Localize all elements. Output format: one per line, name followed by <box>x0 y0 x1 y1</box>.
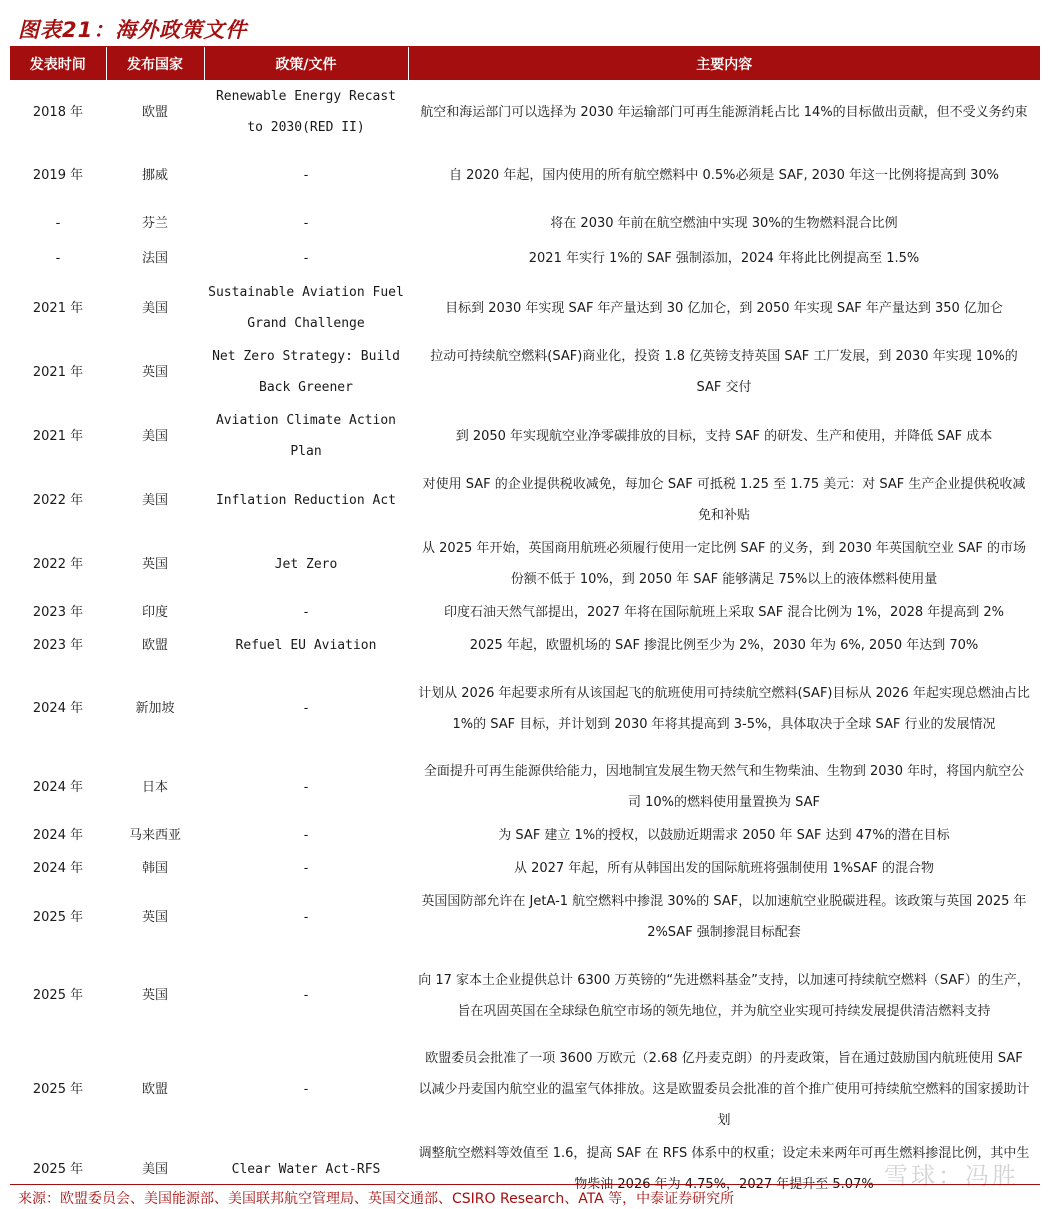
cell-country: 韩国 <box>141 861 168 876</box>
table-body <box>10 80 1040 1201</box>
header-country: 发布国家 <box>106 47 204 80</box>
cell-policy: Renewable Energy Recast to 2030(RED II) <box>215 89 396 135</box>
table-row <box>10 206 1040 241</box>
cell-policy: Refuel EU Aviation <box>235 638 377 653</box>
cell-country: 马来西亚 <box>128 828 181 843</box>
table-row <box>10 596 1040 629</box>
cell-policy: Aviation Climate Action Plan <box>215 413 396 459</box>
cell-time: 2024 年 <box>32 701 84 716</box>
cell-policy: Sustainable Aviation Fuel Grand Challenge <box>208 285 404 331</box>
cell-country: 欧盟 <box>141 104 168 120</box>
cell-time: 2021 年 <box>32 364 84 380</box>
table-row <box>10 819 1040 852</box>
cell-country: 英国 <box>141 988 168 1003</box>
footer-divider <box>10 1184 1040 1185</box>
table-row <box>10 629 1040 662</box>
cell-content: 自 2020 年起，国内使用的所有航空燃料中 0.5%必须是 SAF, 2030 年这一比例将提高到 30% <box>448 167 999 183</box>
cell-content: 从 2025 年开始，英国商用航班必须履行使用一定比例 SAF 的义务，到 2030 年英国航空业 SAF 的市场份额不低于 10%，到 2050 年 SAF 能够满足 75%以上的液体燃料使用量 <box>422 541 1026 587</box>
cell-policy: Inflation Reduction Act <box>215 492 396 508</box>
cell-time: 2021 年 <box>32 300 84 316</box>
table-row <box>10 532 1040 596</box>
cell-content: 从 2027 年起，所有从韩国出发的国际航班将强制使用 1%SAF 的混合物 <box>513 861 935 876</box>
cell-country: 印度 <box>141 605 168 620</box>
cell-time: 2023 年 <box>32 605 84 620</box>
table-row <box>10 276 1040 340</box>
cell-country: 美国 <box>141 428 168 444</box>
cell-time: 2024 年 <box>32 779 84 795</box>
cell-content: 欧盟委员会批准了一项 3600 万欧元（2.68 亿丹麦克朗）的丹麦政策，旨在通过鼓励国内航班使用 SAF 以减少丹麦国内航空业的温室气体排放。这是欧盟委员会批准的首个推广使用可持续航空燃料的国家援助计划 <box>418 1051 1030 1128</box>
cell-content: 调整航空燃料等效值至 1.6，提高 SAF 在 RFS 体系中的权重；设定未来两年可再生燃料掺混比例，其中生物柴油 2026 年为 4.75%，2027 年提升至 5.07% <box>418 1146 1030 1192</box>
cell-country: 美国 <box>141 1161 168 1177</box>
cell-content: 到 2050 年实现航空业净零碳排放的目标，支持 SAF 的研发、生产和使用，并降低 SAF 成本 <box>455 428 993 444</box>
table-row <box>10 241 1040 276</box>
cell-content: 向 17 家本土企业提供总计 6300 万英镑的“先进燃料基金”支持，以加速可持续航空燃料（SAF）的生产，旨在巩固英国在全球绿色航空市场的领先地位，并为航空业实现可持续发展提供清洁燃料支持 <box>418 972 1030 1019</box>
cell-country: 欧盟 <box>141 1082 168 1097</box>
cell-country: 美国 <box>141 492 168 508</box>
cell-country: 欧盟 <box>141 638 168 653</box>
table-row <box>10 1042 1040 1137</box>
cell-policy: - <box>302 605 310 620</box>
table-row <box>10 80 1040 144</box>
cell-content: 印度石油天然气部提出，2027 年将在国际航班上采取 SAF 混合比例为 1%，2028 年提高到 2% <box>443 605 1005 620</box>
cell-country: 法国 <box>141 251 168 266</box>
cell-country: 英国 <box>141 909 168 925</box>
cell-country: 新加坡 <box>135 701 175 716</box>
cell-time: 2022 年 <box>32 556 84 572</box>
cell-time: 2024 年 <box>32 861 84 876</box>
cell-content: 英国国防部允许在 JetA-1 航空燃料中掺混 30%的 SAF，以加速航空业脱碳进程。该政策与英国 2025 年 2%SAF 强制掺混目标配套 <box>421 894 1027 940</box>
page-title: 图表21：海外政策文件 <box>18 18 248 42</box>
cell-country: 英国 <box>141 556 168 572</box>
cell-content: 拉动可持续航空燃料(SAF)商业化，投资 1.8 亿英镑支持英国 SAF 工厂发展，到 2030 年实现 10%的 SAF 交付 <box>430 349 1018 395</box>
cell-country: 英国 <box>141 364 168 380</box>
table-row <box>10 885 1040 949</box>
cell-policy: - <box>302 988 310 1003</box>
cell-time: 2019 年 <box>32 167 84 183</box>
cell-content: 2021 年实行 1%的 SAF 强制添加，2024 年将此比例提高至 1.5% <box>528 251 920 266</box>
source-note: 来源：欧盟委员会、美国能源部、美国联邦航空管理局、英国交通部、CSIRO Research、ATA 等，中泰证券研究所 <box>18 1191 735 1207</box>
cell-time: 2018 年 <box>32 104 84 120</box>
cell-time: 2025 年 <box>32 988 84 1003</box>
cell-country: 日本 <box>141 779 168 795</box>
cell-content: 为 SAF 建立 1%的授权，以鼓励近期需求 2050 年 SAF 达到 47%的潜在目标 <box>498 828 950 843</box>
table-header-row <box>10 47 1040 80</box>
cell-policy: - <box>302 909 310 925</box>
cell-policy: - <box>302 1082 310 1097</box>
cell-country: 美国 <box>141 300 168 316</box>
cell-time: 2023 年 <box>32 638 84 653</box>
cell-policy: - <box>302 251 310 266</box>
header-time: 发表时间 <box>10 47 106 80</box>
cell-time: 2025 年 <box>32 1082 84 1097</box>
table-row <box>10 468 1040 532</box>
cell-content: 2025 年起，欧盟机场的 SAF 掺混比例至少为 2%，2030 年为 6%, 2050 年达到 70% <box>469 638 979 653</box>
table-row <box>10 662 1040 755</box>
cell-policy: - <box>302 216 310 231</box>
cell-content: 航空和海运部门可以选择为 2030 年运输部门可再生能源消耗占比 14%的目标做出贡献，但不受义务约束 <box>420 104 1028 120</box>
cell-content: 对使用 SAF 的企业提供税收减免，每加仑 SAF 可抵税 1.25 至 1.75 美元：对 SAF 生产企业提供税收减免和补贴 <box>422 477 1026 523</box>
cell-policy: - <box>302 828 310 843</box>
cell-time: 2021 年 <box>32 428 84 444</box>
cell-country: 芬兰 <box>141 216 168 231</box>
cell-content: 目标到 2030 年实现 SAF 年产量达到 30 亿加仑，到 2050 年实现 SAF 年产量达到 350 亿加仑 <box>445 300 1003 316</box>
cell-time: 2022 年 <box>32 492 84 508</box>
cell-content: 计划从 2026 年起要求所有从该国起飞的航班使用可持续航空燃料(SAF)目标从 2026 年起实现总燃油占比 1%的 SAF 目标，并计划到 2030 年将其提高到 3-5%，具体取决于全球 SAF 行业的发展情况 <box>418 685 1030 732</box>
watermark: 雪球：冯胜 <box>884 1162 1019 1190</box>
cell-content: 将在 2030 年前在航空燃油中实现 30%的生物燃料混合比例 <box>550 216 898 231</box>
table-row <box>10 404 1040 468</box>
table-row <box>10 340 1040 404</box>
cell-time: 2025 年 <box>32 909 84 925</box>
table-row <box>10 144 1040 206</box>
cell-time: - <box>55 216 61 231</box>
cell-time: 2025 年 <box>32 1161 84 1177</box>
cell-policy: - <box>302 861 310 876</box>
cell-policy: Net Zero Strategy: Build Back Greener <box>212 349 400 395</box>
cell-policy: Jet Zero <box>274 556 338 572</box>
table-row <box>10 852 1040 885</box>
cell-content: 全面提升可再生能源供给能力，因地制宜发展生物天然气和生物柴油、生物到 2030 年时，将国内航空公司 10%的燃料使用量置换为 SAF <box>423 764 1025 810</box>
cell-policy: - <box>302 779 310 795</box>
cell-country: 挪威 <box>141 167 168 183</box>
table-row <box>10 949 1040 1042</box>
title-bar <box>10 8 1040 47</box>
policy-table <box>10 47 1040 1201</box>
cell-time: 2024 年 <box>32 828 84 843</box>
header-policy: 政策/文件 <box>204 47 408 80</box>
cell-time: - <box>55 251 61 266</box>
header-content: 主要内容 <box>408 47 1040 80</box>
cell-policy: - <box>302 701 310 716</box>
table-row <box>10 755 1040 819</box>
cell-policy: - <box>302 167 310 183</box>
cell-policy: Clear Water Act-RFS <box>231 1161 381 1177</box>
